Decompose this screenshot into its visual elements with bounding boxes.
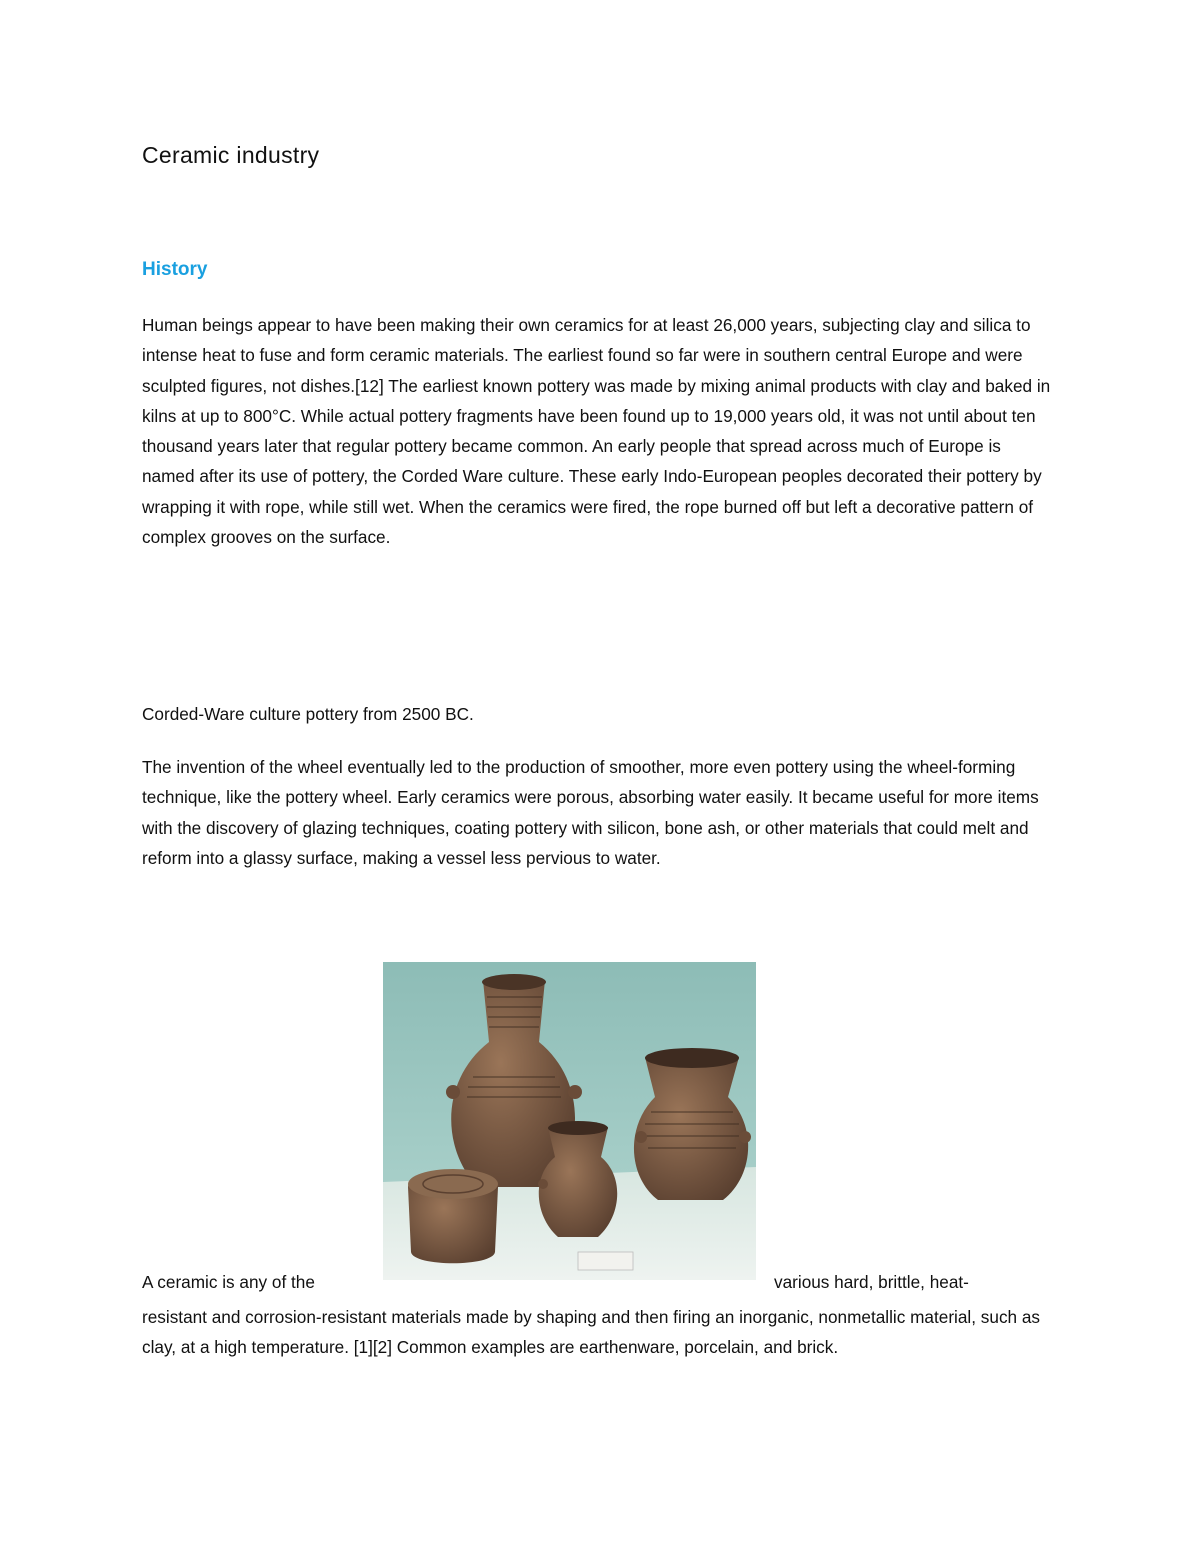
paragraph-history: Human beings appear to have been making their own ceramics for at least 26,000 years, subjecting clay and silica to intense heat to fuse and form ceramic materials. The earliest found so far were in southern central Europe and were sculpted figures, not dishes.[12] The earliest known pottery was made by mixing animal products with clay and baked in kilns at up to 800°C. While actual pottery fragments have been found up to 19,000 years old, it was not until about ten thousand years later that regular pottery became common. An early people that spread across much of Europe is named after its use of pottery, the Corded Ware culture. These early Indo-European peoples decorated their pottery by wrapping it with rope, while still wet. When the ceramics were fired, the rope burned off but left a decorative pattern of complex grooves on the surface. xyxy=(142,315,1051,548)
paragraph-wheel: The invention of the wheel eventually led to the production of smoother, more even pottery using the wheel-forming technique, like the pottery wheel. Early ceramics were porous, absorbing water easily. It became useful for more items with the discovery of glazing techniques, coating pottery with silicon, bone ash, or other materials that could melt and reform into a glassy surface, making a vessel less pervious to water. xyxy=(142,757,1039,868)
photo-caption: Corded-Ware culture pottery from 2500 BC. xyxy=(142,704,474,724)
section-heading-history: History xyxy=(142,259,208,280)
paragraph-ceramic-lead: A ceramic is any of the xyxy=(142,1272,315,1292)
corded-ware-pottery-photo xyxy=(383,962,756,1280)
paragraph-ceramic-definition: resistant and corrosion-resistant materials made by shaping and then firing an inorganic, nonmetallic material, such as clay, at a high temperature. [1][2] Common examples are earthenware, porcelain, and brick. xyxy=(142,1307,1041,1358)
paragraph-ceramic-trail: various hard, brittle, heat- xyxy=(774,1272,969,1292)
document-title: Ceramic industry xyxy=(142,142,320,168)
